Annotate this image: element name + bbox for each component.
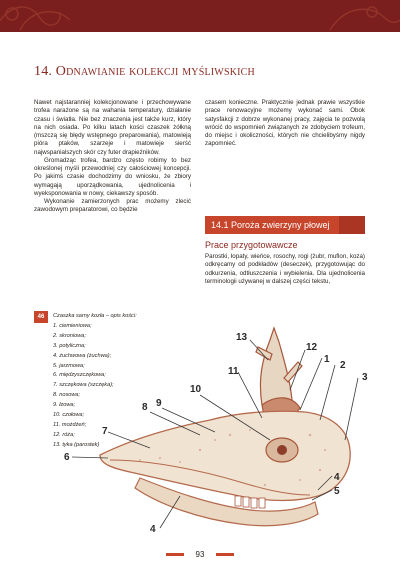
subsection-title: Prace przygotowawcze xyxy=(205,240,298,250)
paragraph: Nawet najstaranniej kolekcjonowane i przechowywane trofea narażone są na wahania temperatury, działanie czasu i światła. Nie bez znaczenia jest także kurz, który na nich osiada. Po kilku latach kości czaszek żółkną (mszczą się błędy wstępnego preparowania), matowieją pióra ptaków, szarzeje i matowieje sierść najwspanialszych skór czy futer drapieżników. xyxy=(34,99,191,156)
figure-number: 46 xyxy=(34,311,48,323)
figure-caption-title: Czaszka sarny kozła – opis kości: xyxy=(53,313,137,319)
left-column xyxy=(34,99,191,215)
skull-drawing xyxy=(100,411,350,525)
list-item: 8. nosowa; xyxy=(53,392,81,399)
right-column xyxy=(205,99,365,149)
list-item: 9. łzowa; xyxy=(53,402,76,409)
callout-label: 10 xyxy=(190,384,202,395)
list-item: 3. potyliczna; xyxy=(53,342,86,349)
list-item: 5. jarzmowa; xyxy=(53,362,85,369)
list-item: 6. międzyszczękowa; xyxy=(53,372,106,379)
list-item: 12. róża; xyxy=(53,431,75,438)
callout-label: 12 xyxy=(306,342,318,353)
paragraph: czasem konieczne. Praktycznie jednak prawie wszystkie prace renowacyjne możemy wykonać sami. Obok satysfakcji z dobrze wykonanej pracy, zajęcia te pozwolą wrócić do wspomnień związanych ze zdobyciem trofeum, do miejsc i okoliczności, których nie chcielibyśmy nigdy zapomnieć. xyxy=(205,99,365,148)
callout-label: 6 xyxy=(64,452,70,463)
section-heading-tail xyxy=(339,216,365,234)
callout-label: 7 xyxy=(102,426,108,437)
subsection-text xyxy=(205,253,365,286)
list-item: 7. szczękowa (szczęka); xyxy=(53,382,114,389)
list-item: 11. możdżeń; xyxy=(53,421,87,428)
footer-ornament-left xyxy=(166,553,184,556)
paragraph: Gromadząc trofea, bardzo często robimy to bez określonej myśli przewodniej czy całościowej koncepcji. Po jakimś czasie dochodzimy do wniosku, że zbiory wymagają uporządkowania, ujednolicenia i wyeksponowania w nowy, ciekawszy sposób. xyxy=(34,156,191,197)
callout-label: 13 xyxy=(236,332,248,343)
list-item: 2. skroniowa; xyxy=(53,332,86,339)
list-item: 10. czołowa; xyxy=(53,412,85,419)
page-number: 93 xyxy=(195,550,205,559)
callout-label: 3 xyxy=(362,372,368,383)
list-item: 13. tyka (parostek) xyxy=(53,441,100,448)
antler-drawing xyxy=(256,328,302,418)
skull-illustration xyxy=(0,300,400,545)
callout-label: 9 xyxy=(156,398,162,409)
header-banner xyxy=(0,0,400,32)
list-item: 1. ciemieniowa; xyxy=(53,322,92,329)
section-heading-label: 14.1 Poroża zwierzyny płowej xyxy=(211,220,330,230)
banner-ornament xyxy=(0,0,400,32)
section-heading xyxy=(205,216,365,234)
paragraph: Wykonanie zamierzonych prac możemy zlecić zawodowym preparatorowi, co będzie xyxy=(34,198,191,214)
callout-label: 5 xyxy=(334,486,340,497)
list-item: 4. żuchwowa (żuchwa); xyxy=(53,352,112,359)
footer-ornament-right xyxy=(216,553,234,556)
callout-label: 4 xyxy=(150,524,156,535)
paragraph: Parostki, łopaty, wieńce, rosochy, rogi (żubr, muflon, koza) odkręcamy od podkładów (deseczek), przygotowując do odkurzenia, odtłuszczenia i wybielenia. Dla ujednolicenia terminologii używanej w dalszej części tekstu, xyxy=(205,253,365,285)
callout-label: 1 xyxy=(324,354,330,365)
chapter-title: 14. Odnawianie kolekcji myśliwskich xyxy=(34,64,255,79)
callout-label: 2 xyxy=(340,360,346,371)
callout-label: 8 xyxy=(142,402,148,413)
callout-label: 11 xyxy=(228,366,239,377)
callout-label: 4 xyxy=(334,472,340,483)
